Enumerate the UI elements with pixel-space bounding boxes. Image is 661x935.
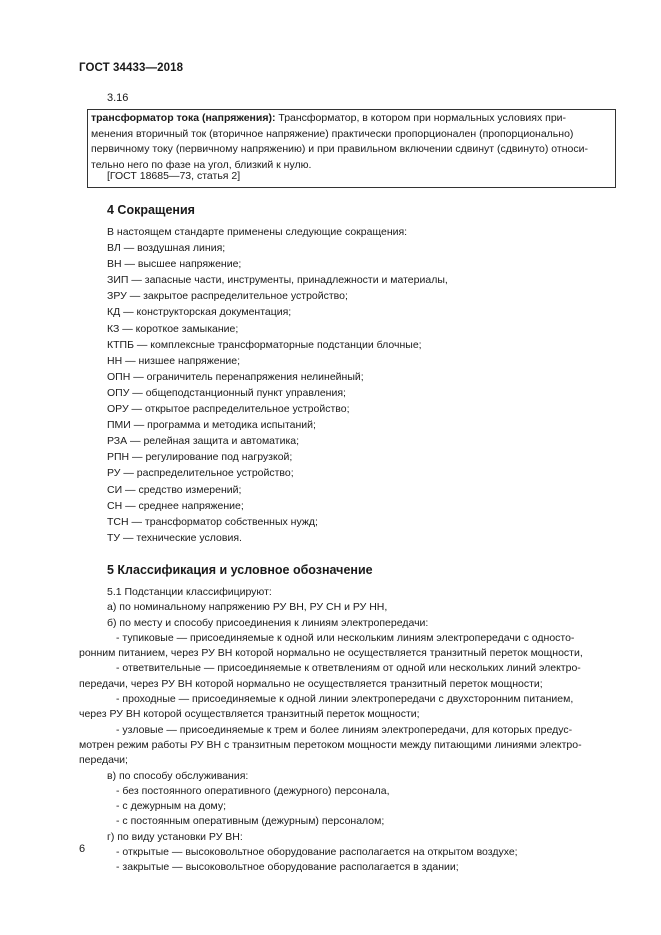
term-reference: [ГОСТ 18685—73, статья 2] (107, 170, 241, 182)
list-item: КД — конструкторская документация; (107, 306, 292, 319)
paragraph-line: передачи; (79, 754, 128, 767)
classification-list (79, 585, 615, 876)
list-item: КЗ — короткое замыкание; (107, 322, 239, 335)
paragraph-line: - узловые — присоединяемые к трем и более линиям электропередачи, для которых предус- (116, 723, 573, 736)
term-number: 3.16 (107, 92, 129, 104)
paragraph-line: - закрытые — высоковольтное оборудование располагается в здании; (116, 861, 459, 874)
list-item: ТСН — трансформатор собственных нужд; (107, 515, 318, 528)
list-item: РЗА — релейная защита и автоматика; (107, 435, 300, 448)
paragraph-line: передачи, через РУ ВН которой нормально не осуществляется транзитный переток мощности; (79, 677, 543, 690)
term-line: менения вторичный ток (вторичное напряжение) практически пропорционален (пропорционально) (91, 127, 574, 140)
abbreviations-intro: В настоящем стандарте применены следующие сокращения: (107, 226, 408, 238)
list-item: НН — низшее напряжение; (107, 354, 241, 367)
paragraph-line: - с постоянным оперативным (дежурным) персоналом; (116, 815, 385, 828)
list-item: СН — среднее напряжение; (107, 499, 244, 512)
list-item: СИ — средство измерений; (107, 483, 242, 496)
paragraph-line: б) по месту и способу присоединения к линиям электропередачи: (107, 616, 429, 629)
term-title: трансформатор тока (напряжения): (91, 112, 276, 124)
paragraph-line: 5.1 Подстанции классифицируют: (107, 586, 272, 598)
section-5-title: 5 Классификация и условное обозначение (107, 563, 373, 577)
list-item: РУ — распределительное устройство; (107, 467, 294, 480)
term-definition (91, 111, 610, 173)
term-line: первичному току (первичному напряжению) и при правильном включении сдвинут (сдвинуто) относи- (91, 143, 588, 155)
paragraph-line: - без постоянного оперативного (дежурного) персонала, (116, 784, 390, 797)
list-item: ЗИП — запасные части, инструменты, принадлежности и материалы, (107, 274, 448, 287)
paragraph-line: мотрен режим работы РУ ВН с транзитным перетоком мощности между питающими линиями электро- (79, 738, 582, 751)
list-item: ОРУ — открытое распределительное устройство; (107, 403, 350, 416)
list-item: КТПБ — комплексные трансформаторные подстанции блочные; (107, 338, 422, 351)
paragraph-line: г) по виду установки РУ ВН: (107, 830, 243, 843)
list-item: ОПН — ограничитель перенапряжения нелинейный; (107, 370, 364, 383)
term-line: тельно него по фазе на угол, близкий к нулю. (91, 158, 312, 171)
term-line: трансформатор тока (напряжения): Трансформатор, в котором при нормальных условиях при- (91, 112, 567, 124)
paragraph-line: а) по номинальному напряжению РУ ВН, РУ СН и РУ НН, (107, 601, 388, 614)
paragraph-line: - с дежурным на дому; (116, 800, 227, 813)
list-item: ЗРУ — закрытое распределительное устройство; (107, 290, 348, 303)
paragraph-line: ронним питанием, через РУ ВН которой нормально не осуществляется транзитный переток мощности, (79, 647, 583, 660)
paragraph-line: в) по способу обслуживания: (107, 769, 249, 782)
section-4-title: 4 Сокращения (107, 203, 195, 217)
page-number: 6 (79, 843, 86, 855)
list-item: ПМИ — программа и методика испытаний; (107, 419, 316, 432)
paragraph-line: через РУ ВН которой осуществляется транзитный переток мощности; (79, 708, 420, 721)
list-item: РПН — регулирование под нагрузкой; (107, 451, 293, 464)
list-item: ВН — высшее напряжение; (107, 258, 242, 271)
paragraph-line: - ответвительные — присоединяемые к ответвлениям от одной или нескольких линий электро- (116, 662, 581, 675)
list-item: ОПУ — общеподстанционный пункт управления; (107, 386, 346, 399)
paragraph-line: - тупиковые — присоединяемые к одной или нескольким линиям электропередачи с односто- (116, 631, 575, 644)
document-id-header: ГОСТ 34433—2018 (79, 62, 184, 74)
list-item: ВЛ — воздушная линия; (107, 242, 226, 255)
list-item: ТУ — технические условия. (107, 531, 242, 544)
paragraph-line: - проходные — присоединяемые к одной линии электропередачи с двухсторонним питанием, (116, 693, 574, 706)
abbreviations-list (107, 224, 448, 546)
paragraph-line: - открытые — высоковольтное оборудование располагается на открытом воздухе; (116, 846, 518, 859)
